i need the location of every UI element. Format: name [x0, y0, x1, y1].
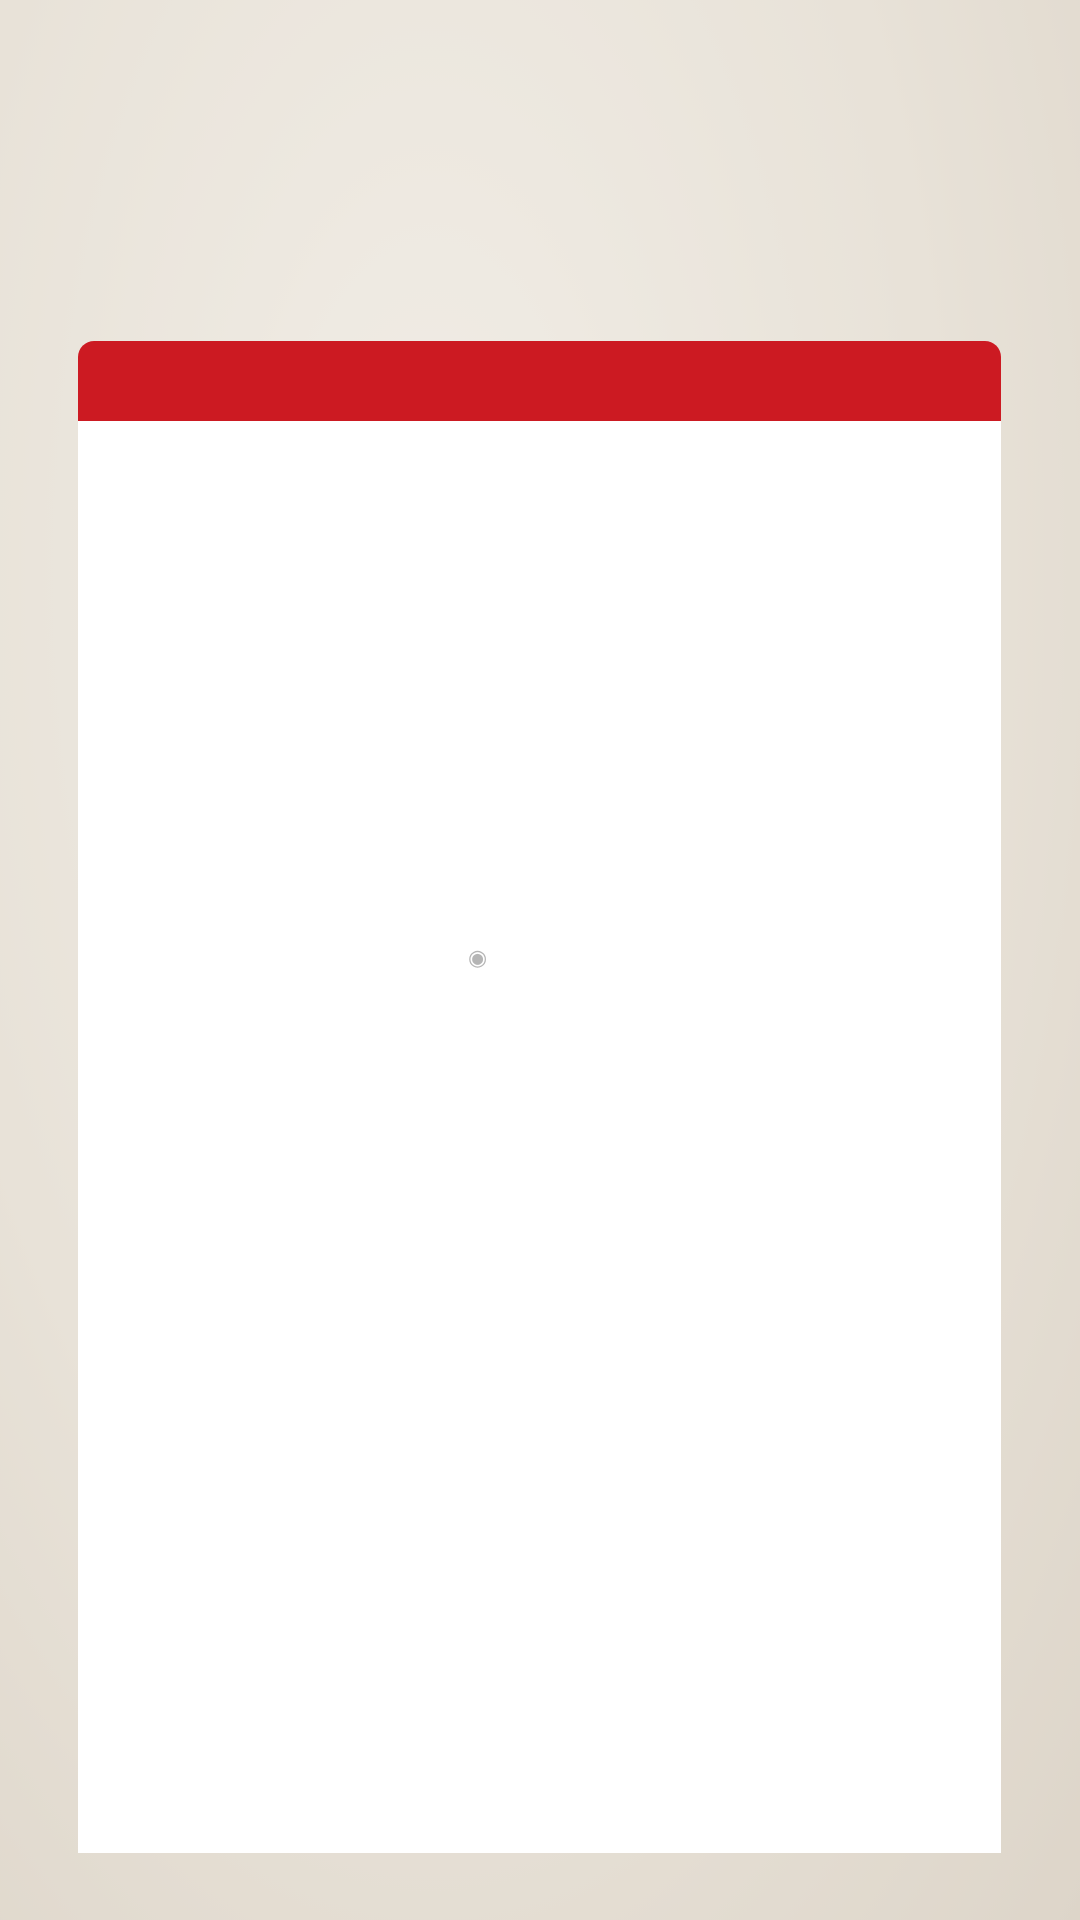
table-header: [78, 341, 1001, 421]
dragon-tiger-table: [78, 341, 1001, 1853]
weibo-icon: ◉: [468, 946, 488, 971]
watermark: [468, 946, 493, 971]
